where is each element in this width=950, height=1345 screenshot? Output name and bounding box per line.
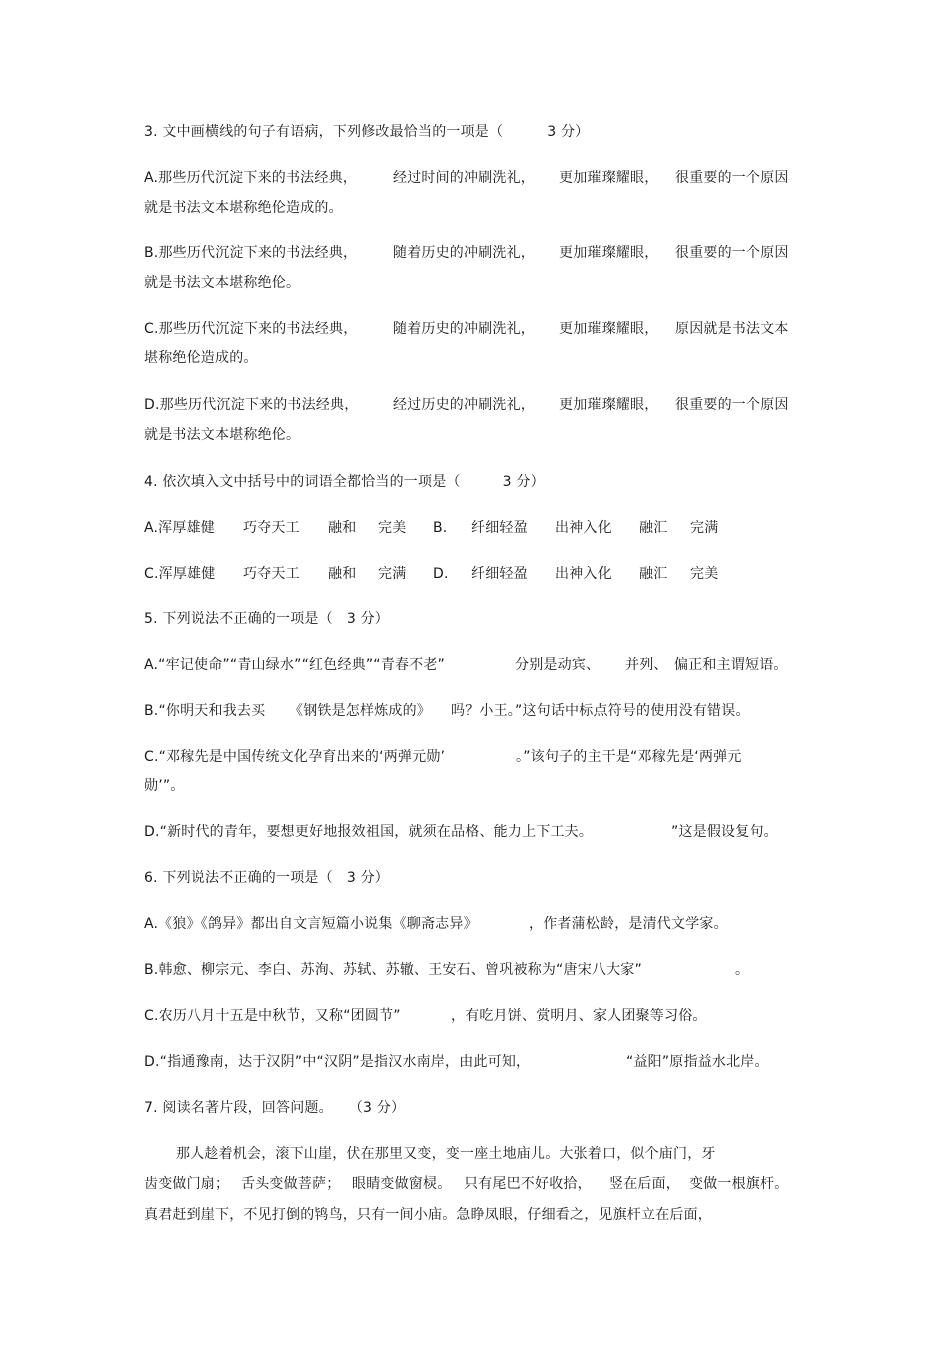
q4-r2-w7: 融汇 [639, 566, 668, 582]
q4-stem [144, 472, 545, 492]
q7-p2-part5: 竖在后面， [609, 1176, 680, 1192]
q4-r2-w3: 融和 [328, 566, 357, 582]
q7-p2-part4: 只有尾巴不好收拾， [464, 1176, 592, 1192]
q3-b-part4: 很重要的一个原因 [675, 245, 789, 261]
q3-d-part4: 很重要的一个原因 [675, 397, 789, 413]
q6-stem [144, 868, 389, 888]
q5-b-part2: 《钢铁是怎样炼成的》 [289, 703, 431, 719]
q4-options-row2 [144, 564, 719, 584]
q3-b-part3: 更加璀璨耀眼， [559, 245, 659, 261]
q7-p2-part1: 齿变做门扇； [144, 1176, 230, 1192]
q7-p2-part6: 变做一根旗杆。 [689, 1176, 789, 1192]
q5-c-part2: 。”该句子的主干是“邓稼先是‘两弹元 [516, 749, 742, 765]
q6-option-d [144, 1052, 769, 1072]
q4-stem-text: 4. 依次填入文中括号中的词语全都恰当的一项是（ [144, 474, 461, 490]
q4-r2-w8: 完美 [690, 566, 719, 582]
q5-points: 3 分） [346, 611, 389, 627]
q6-points: 3 分） [346, 870, 389, 886]
q5-option-b [144, 701, 750, 721]
q7-passage-line1: 那人趁着机会，滚下山崖，伏在那里又变，变一座土地庙儿。大张着口，似个庙门，牙 [176, 1146, 716, 1162]
q3-d-part1: D.那些历代沉淀下来的书法经典， [144, 397, 359, 413]
q4-r2-c: C.浑厚雄健 [144, 566, 216, 582]
q3-c-part4: 原因就是书法文本 [675, 321, 789, 337]
q5-b-part1: B.“你明天和我去买 [144, 703, 266, 719]
q3-stem-text: 3. 文中画横线的句子有语病，下列修改最恰当的一项是（ [144, 124, 504, 140]
q6-option-c [144, 1006, 707, 1026]
q3-d-part2: 经过历史的冲刷洗礼， [393, 397, 535, 413]
q4-r2-w5: 纤细轻盈 [471, 566, 528, 582]
q3-option-a-cont: 就是书法文本堪称绝伦造成的。 [144, 200, 343, 216]
q5-a-part1: A.“牢记使命”“青山绿水”“红色经典”“青春不老” [144, 657, 446, 673]
q5-option-d [144, 822, 778, 842]
q3-stem [144, 122, 589, 142]
q7-stem [144, 1098, 405, 1118]
q7-stem-text: 7. 阅读名著片段，回答问题。 [144, 1100, 333, 1116]
q3-a-part4: 很重要的一个原因 [675, 170, 789, 186]
q6-d-part2: “益阳”原指益水北岸。 [626, 1054, 769, 1070]
q6-a-part2: ，作者蒲松龄，是清代文学家。 [529, 916, 728, 932]
q7-p2-part2: 舌头变做菩萨； [241, 1176, 341, 1192]
q7-passage-line2 [144, 1174, 789, 1194]
q4-points: 3 分） [502, 474, 545, 490]
q3-c-part1: C.那些历代沉淀下来的书法经典， [144, 321, 358, 337]
q4-r1-b: B. [433, 520, 448, 536]
q4-r1-w6: 出神入化 [555, 520, 612, 536]
q5-a-part2: 分别是动宾、 [515, 657, 601, 673]
q4-r2-d: D. [433, 566, 449, 582]
q5-b-part3: 吗？小王。”这句话中标点符号的使用没有错误。 [451, 703, 750, 719]
q3-option-d [144, 395, 789, 415]
q3-option-c-cont: 堪称绝伦造成的。 [144, 350, 258, 366]
q3-b-part1: B.那些历代沉淀下来的书法经典， [144, 245, 358, 261]
q4-r1-w5: 纤细轻盈 [471, 520, 528, 536]
q6-d-part1: D.“指通豫南，达于汉阴”中“汉阴”是指汉水南岸，由此可知， [144, 1054, 531, 1070]
q3-option-b-cont: 就是书法文本堪称绝伦。 [144, 275, 301, 291]
q5-stem-text: 5. 下列说法不正确的一项是（ [144, 611, 333, 627]
q3-option-a [144, 168, 789, 188]
q3-a-part3: 更加璀璨耀眼， [559, 170, 659, 186]
q3-option-b [144, 243, 789, 263]
q5-stem [144, 609, 389, 629]
q6-b-part2: 。 [735, 962, 750, 978]
q4-r1-w8: 完满 [690, 520, 719, 536]
q4-r1-w3: 融和 [328, 520, 357, 536]
q6-a-part1: A.《狼》《鸽异》都出自文言短篇小说集《聊斋志异》 [144, 916, 478, 932]
q5-a-part3: 并列、 [625, 657, 668, 673]
q3-points: 3 分） [547, 124, 590, 140]
q3-option-d-cont: 就是书法文本堪称绝伦。 [144, 427, 301, 443]
q5-option-c [144, 747, 742, 767]
q5-option-c-cont: 勋’”。 [144, 778, 185, 794]
q4-r2-w6: 出神入化 [555, 566, 612, 582]
q6-c-part1: C.农历八月十五是中秋节，又称“团圆节” [144, 1008, 401, 1024]
q3-b-part2: 随着历史的冲刷洗礼， [393, 245, 535, 261]
q6-b-part1: B.韩愈、柳宗元、李白、苏洵、苏轼、苏辙、王安石、曾巩被称为“唐宋八大家” [144, 962, 642, 978]
q4-r1-w4: 完美 [378, 520, 407, 536]
q5-d-part1: D.“新时代的青年，要想更好地报效祖国，就须在品格、能力上下工夫。 [144, 824, 594, 840]
q3-a-part1: A.那些历代沉淀下来的书法经典， [144, 170, 357, 186]
q7-points: （3 分） [348, 1100, 406, 1116]
q5-d-part2: ”这是假设复句。 [671, 824, 778, 840]
q6-c-part2: ，有吃月饼、赏明月、家人团聚等习俗。 [451, 1008, 707, 1024]
q4-r1-w7: 融汇 [639, 520, 668, 536]
q4-r2-w2: 巧夺天工 [243, 566, 300, 582]
q4-r1-w2: 巧夺天工 [243, 520, 300, 536]
q6-option-a [144, 914, 728, 934]
q3-option-c [144, 319, 789, 339]
q7-p2-part3: 眼睛变做窗棂。 [352, 1176, 452, 1192]
q3-c-part3: 更加璀璨耀眼， [559, 321, 659, 337]
q3-d-part3: 更加璀璨耀眼， [559, 397, 659, 413]
q4-options-row1 [144, 518, 719, 538]
q5-a-part4: 偏正和主谓短语。 [674, 657, 788, 673]
q3-a-part2: 经过时间的冲刷洗礼， [393, 170, 535, 186]
q4-r2-w4: 完满 [378, 566, 407, 582]
q6-option-b [144, 960, 750, 980]
q7-passage-line3: 真君赶到崖下，不见打倒的鸨鸟，只有一间小庙。急睁凤眼，仔细看之，见旗杆立在后面， [144, 1207, 712, 1223]
q5-c-part1: C.“邓稼先是中国传统文化孕育出来的‘两弹元勋’ [144, 749, 446, 765]
q6-stem-text: 6. 下列说法不正确的一项是（ [144, 870, 333, 886]
q3-c-part2: 随着历史的冲刷洗礼， [393, 321, 535, 337]
q4-r1-a: A.浑厚雄健 [144, 520, 215, 536]
q5-option-a [144, 655, 788, 675]
